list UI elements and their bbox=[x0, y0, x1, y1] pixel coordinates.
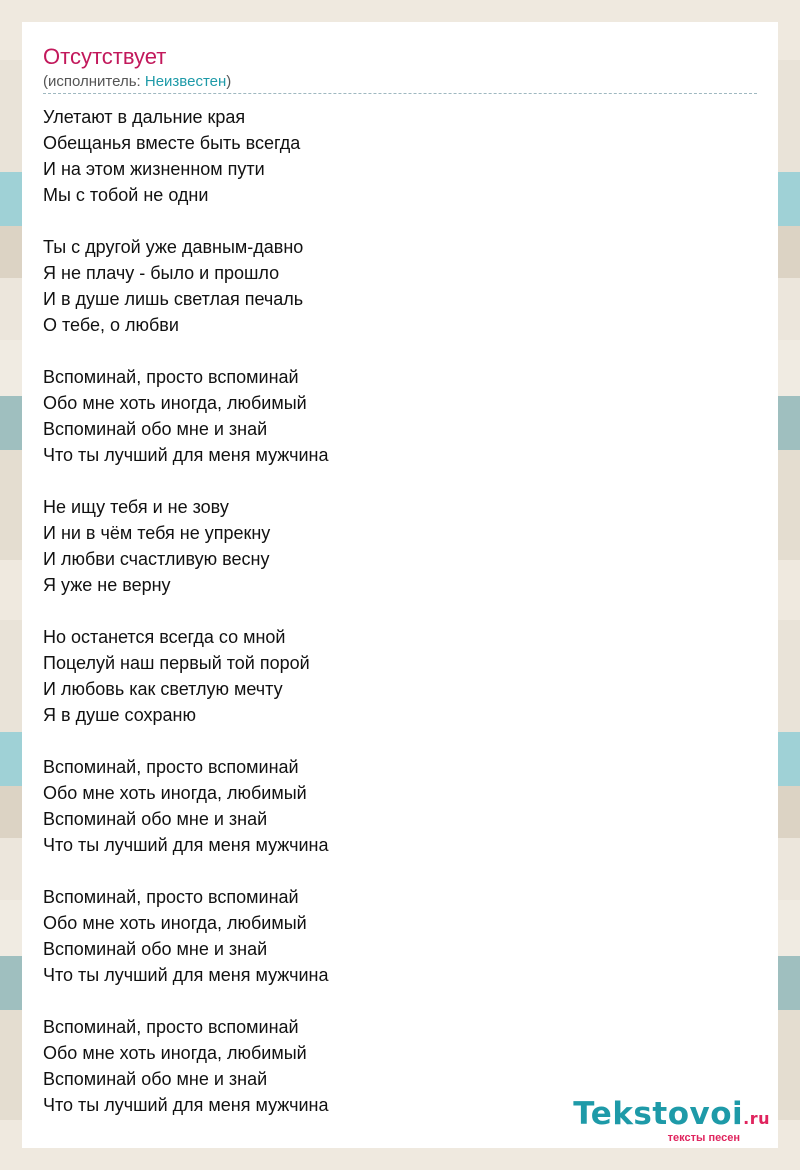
lyric-line: Вспоминай обо мне и знай bbox=[43, 419, 268, 439]
logo-tld: .ru bbox=[743, 1109, 770, 1128]
stanza bbox=[43, 1014, 329, 1118]
artist-suffix: ) bbox=[226, 73, 232, 90]
lyric-line: Я в душе сохраню bbox=[43, 705, 196, 725]
song-title: Отсутствует bbox=[43, 44, 167, 69]
lyric-line: Но останется всегда со мной bbox=[43, 627, 286, 647]
lyric-line: Что ты лучший для меня мужчина bbox=[43, 1095, 329, 1115]
lyric-line: И ни в чём тебя не упрекну bbox=[43, 523, 271, 543]
lyric-line: Вспоминай, просто вспоминай bbox=[43, 367, 299, 387]
lyric-line: Улетают в дальние края bbox=[43, 107, 246, 127]
lyric-line: Мы с тобой не одни bbox=[43, 185, 209, 205]
lyric-line: И на этом жизненном пути bbox=[43, 159, 265, 179]
stanza bbox=[43, 364, 329, 468]
lyric-line: Обещанья вместе быть всегда bbox=[43, 133, 301, 153]
lyric-line: Обо мне хоть иногда, любимый bbox=[43, 1043, 307, 1063]
lyrics-card bbox=[22, 22, 778, 1148]
lyric-line: Что ты лучший для меня мужчина bbox=[43, 445, 329, 465]
lyric-line: Вспоминай, просто вспоминай bbox=[43, 887, 299, 907]
logo-name: Tekstovoi bbox=[573, 1096, 744, 1132]
lyric-line: Не ищу тебя и не зову bbox=[43, 497, 229, 517]
artist-link[interactable]: Неизвестен bbox=[144, 73, 227, 90]
lyric-line: Вспоминай, просто вспоминай bbox=[43, 757, 299, 777]
lyric-line: И любви счастливую весну bbox=[43, 549, 270, 569]
lyric-line: Вспоминай обо мне и знай bbox=[43, 939, 268, 959]
lyric-line: И в душе лишь светлая печаль bbox=[43, 289, 304, 309]
site-logo[interactable] bbox=[573, 1097, 770, 1144]
stanza bbox=[43, 884, 329, 988]
stanza bbox=[43, 234, 329, 338]
lyric-line: И любовь как светлую мечту bbox=[43, 679, 283, 699]
artist-prefix: (исполнитель: bbox=[43, 73, 145, 90]
lyrics-text bbox=[43, 104, 329, 1144]
stanza bbox=[43, 754, 329, 858]
lyric-line: Обо мне хоть иногда, любимый bbox=[43, 783, 307, 803]
lyric-line: Ты с другой уже давным-давно bbox=[43, 237, 304, 257]
title-divider bbox=[43, 93, 757, 94]
lyric-line: Обо мне хоть иногда, любимый bbox=[43, 393, 307, 413]
lyric-line: Вспоминай обо мне и знай bbox=[43, 809, 268, 829]
lyric-line: Вспоминай обо мне и знай bbox=[43, 1069, 268, 1089]
lyric-line: О тебе, о любви bbox=[43, 315, 179, 335]
lyric-line: Поцелуй наш первый той порой bbox=[43, 653, 310, 673]
lyric-line: Вспоминай, просто вспоминай bbox=[43, 1017, 299, 1037]
stanza bbox=[43, 494, 329, 598]
lyric-line: Я уже не верну bbox=[43, 575, 171, 595]
lyric-line: Обо мне хоть иногда, любимый bbox=[43, 913, 307, 933]
lyric-line: Что ты лучший для меня мужчина bbox=[43, 965, 329, 985]
lyric-line: Я не плачу - было и прошло bbox=[43, 263, 280, 283]
logo-tagline: тексты песен bbox=[667, 1132, 740, 1144]
stanza bbox=[43, 104, 329, 208]
artist-line bbox=[43, 72, 231, 92]
lyric-line: Что ты лучший для меня мужчина bbox=[43, 835, 329, 855]
stanza bbox=[43, 624, 329, 728]
